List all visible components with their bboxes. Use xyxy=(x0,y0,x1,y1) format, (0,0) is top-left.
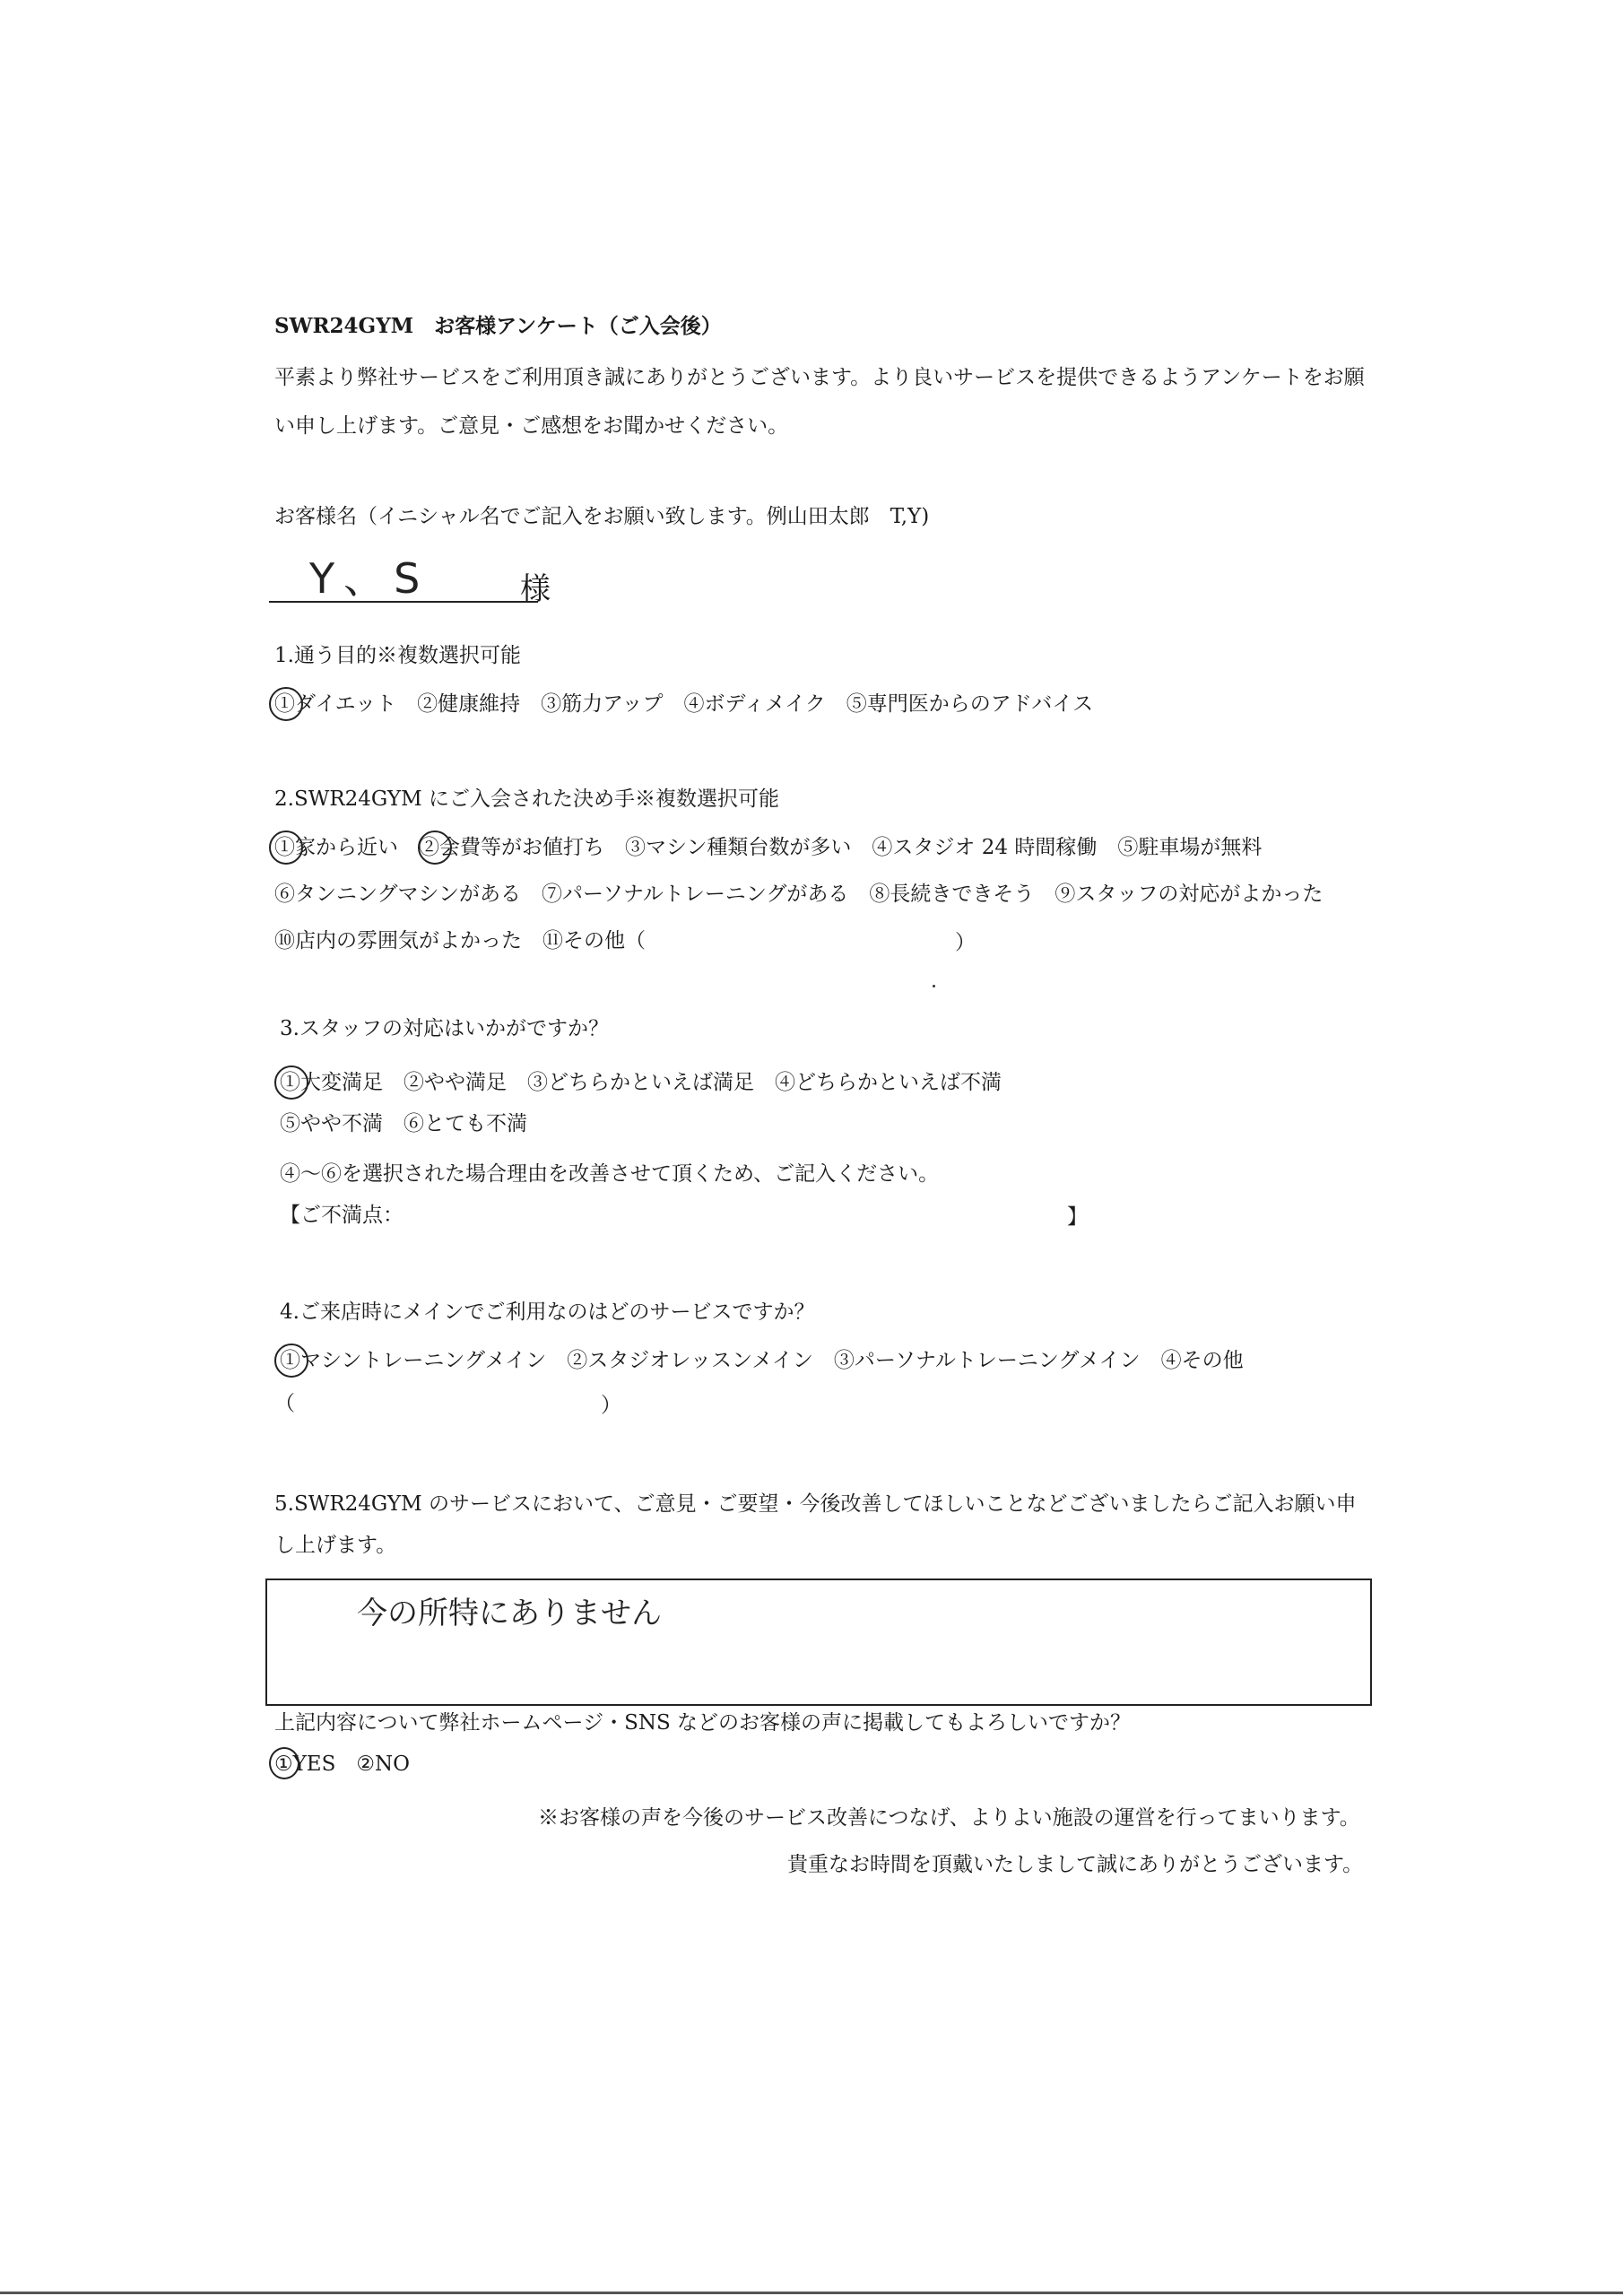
q4-options: ①マシントレーニングメイン ②スタジオレッスンメイン ③パーソナルトレーニングメイン ④その他 xyxy=(280,1349,1244,1372)
scan-speck xyxy=(933,985,935,987)
q2-options-line-3: ⑩店内の雰囲気がよかった ⑪その他（ xyxy=(274,929,646,952)
q4-other-open: （ xyxy=(274,1392,295,1415)
q1-question: 1.通う目的※複数選択可能 xyxy=(274,644,521,667)
q2-options-line-2: ⑥タンニングマシンがある ⑦パーソナルトレーニングがある ⑧長続きできそう ⑨スタッフの対応がよかった xyxy=(274,883,1324,906)
q4-selection-circle xyxy=(274,1344,308,1378)
scan-bottom-edge xyxy=(0,2292,1623,2294)
consent-options: ①YES ②NO xyxy=(274,1752,410,1776)
q2-selection-circle-1 xyxy=(269,831,303,865)
q2-other-close: ） xyxy=(955,931,976,954)
consent-selection-circle xyxy=(269,1747,299,1779)
q3-options-line-1: ①大変満足 ②やや満足 ③どちらかといえば満足 ④どちらかといえば不満 xyxy=(280,1071,1002,1094)
q3-complaint-close: 】 xyxy=(1067,1205,1088,1229)
consent-question: 上記内容について弊社ホームページ・SNS などのお客様の声に掲載してもよろしいですか？ xyxy=(274,1711,1132,1735)
footer-line-2: 貴重なお時間を頂戴いたしまして誠にありがとうございます。 xyxy=(787,1853,1364,1876)
q2-options-line-1: ①家から近い ②会費等がお値打ち ③マシン種類台数が多い ④スタジオ 24 時間稼働 ⑤駐車場が無料 xyxy=(274,836,1263,859)
q5-handwritten-answer: 今の所特にありません xyxy=(357,1596,662,1631)
q2-question: 2.SWR24GYM にご入会された決め手※複数選択可能 xyxy=(274,787,779,811)
q3-note: ④～⑥を選択された場合理由を改善させて頂くため、ご記入ください。 xyxy=(280,1162,940,1186)
q2-selection-circle-2 xyxy=(418,831,452,865)
q1-selection-circle xyxy=(269,687,303,721)
intro-line-1: 平素より弊社サービスをご利用頂き誠にありがとうございます。より良いサービスを提供できるようアンケートをお願 xyxy=(274,366,1365,389)
q3-complaint-open: 【ご不満点： xyxy=(280,1204,404,1227)
q3-question: 3.スタッフの対応はいかがですか？ xyxy=(280,1017,609,1040)
q3-options-line-2: ⑤やや不満 ⑥とても不満 xyxy=(280,1112,527,1135)
intro-line-2: い申し上げます。ご意見・ご感想をお聞かせください。 xyxy=(274,414,789,438)
name-handwritten-value: Y、S xyxy=(309,554,430,603)
q5-question-line-2: し上げます。 xyxy=(274,1534,397,1557)
q4-question: 4.ご来店時にメインでご利用なのはどのサービスですか？ xyxy=(280,1300,815,1324)
q3-selection-circle xyxy=(274,1065,308,1100)
footer-line-1: ※お客様の声を今後のサービス改善につなげ、よりよい施設の運営を行ってまいります。 xyxy=(538,1806,1360,1830)
name-label: お客様名（イニシャル名でご記入をお願い致します。例山田太郎 T,Y) xyxy=(274,505,930,528)
q4-other-close: ） xyxy=(601,1394,621,1417)
q1-options: ①ダイエット ②健康維持 ③筋力アップ ④ボディメイク ⑤専門医からのアドバイス xyxy=(274,692,1094,716)
q5-question-line-1: 5.SWR24GYM のサービスにおいて、ご意見・ご要望・今後改善してほしいことなどございましたらご記入お願い申 xyxy=(274,1492,1357,1516)
name-suffix: 様 xyxy=(520,571,551,607)
name-underline xyxy=(269,601,538,603)
survey-title: SWR24GYM お客様アンケート（ご入会後） xyxy=(274,314,722,338)
